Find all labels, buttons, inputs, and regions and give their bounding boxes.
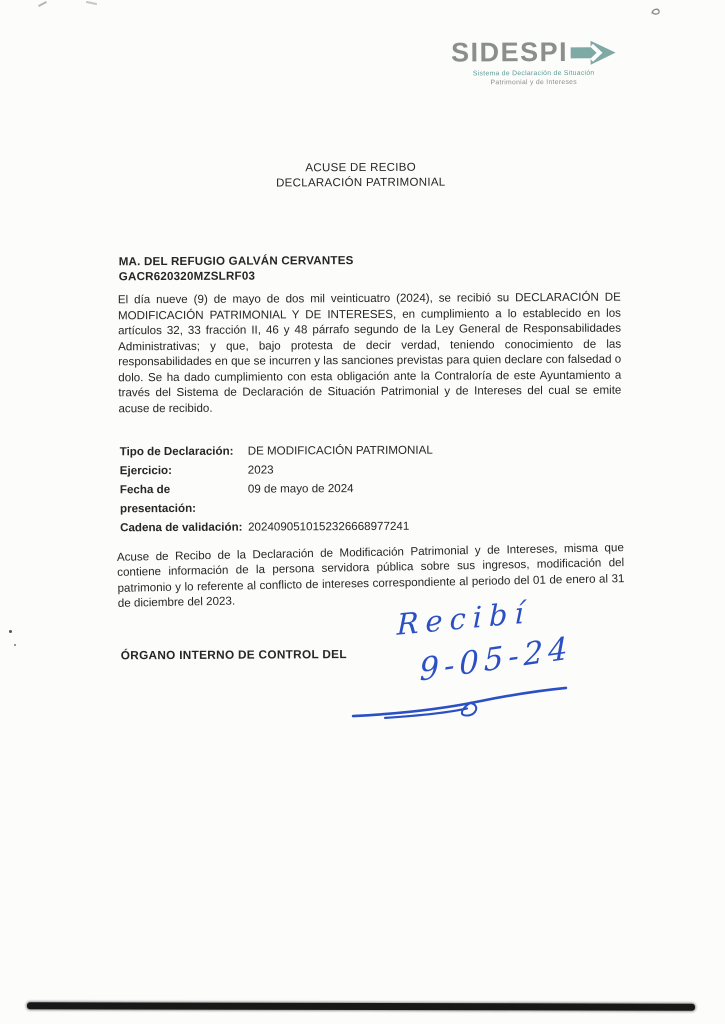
logo-subtitle-line2: Patrimonial y de Intereses <box>490 78 577 86</box>
document-title <box>0 159 723 192</box>
logo-arrow-icon <box>570 38 616 66</box>
signature-line: ÓRGANO INTERNO DE CONTROL DEL <box>120 647 347 663</box>
field-row-tipo <box>120 441 433 462</box>
logo-wordmark: SIDESPI <box>450 36 569 68</box>
closing-paragraph: Acuse de Recibo de la Declaración de Modificación Patrimonial y de Intereses, misma que contiene información de la persona servidora pública sobre sus ingresos, modificación del patrimonio y lo referente al conflicto de intereses correspondiente al periodo del 01 de enero al 31 de diciembre del 2023. <box>116 541 625 610</box>
field-value: DE MODIFICACIÓN PATRIMONIAL <box>247 443 433 458</box>
logo-subtitle-line1: Sistema de Declaración de Situación <box>472 69 595 78</box>
field-label: Fecha de presentación: <box>119 483 197 516</box>
handwritten-date: 9-05-24 <box>419 629 573 689</box>
field-row-fecha <box>120 479 433 519</box>
recipient-id: GACR620320MZSLRF03 <box>118 269 256 283</box>
handwritten-underline <box>349 685 571 727</box>
recipient-name: MA. DEL REFUGIO GALVÁN CERVANTES <box>118 254 354 269</box>
field-label: Tipo de Declaración: <box>119 444 234 459</box>
scan-edge-band <box>27 1002 695 1010</box>
declaration-fields <box>120 441 434 538</box>
logo-subtitle <box>446 70 622 88</box>
field-row-cadena <box>120 517 433 538</box>
title-line1: ACUSE DE RECIBO <box>305 161 417 175</box>
title-line2: DECLARACIÓN PATRIMONIAL <box>276 176 446 189</box>
field-label: Cadena de validación: <box>120 520 243 535</box>
field-row-ejercicio <box>120 460 433 481</box>
field-value: 2024090510152326668977241 <box>248 519 410 534</box>
field-label: Ejercicio: <box>119 463 173 478</box>
field-value: 2023 <box>247 463 274 477</box>
recipient-block <box>119 254 354 284</box>
handwritten-recibi: Recibí <box>396 595 531 642</box>
body-paragraph: El día nueve (9) de mayo de dos mil veinticuatro (2024), se recibió su DECLARACIÓN DE MODIFICACIÓN PATRIMONIAL Y DE INTERESES, en cumplimiento a lo establecido en los artículos 32, 33 fracción II, 46 y 48 párrafo segundo de la Ley General de Responsabilidades Administrativas; y que, bajo protesta de decir verdad, teniendo conocimiento de las responsabilidades en que se incurren y las sanciones previstas para quien declare con falsedad o dolo. Se ha dado cumplimiento con esta obligación ante la Contraloría de este Ayuntamiento a través del Sistema de Declaración de Situación Patrimonial y de Intereses del cual se emite acuse de recibido. <box>117 290 622 415</box>
sidespi-logo <box>446 37 622 88</box>
field-value: 09 de mayo de 2024 <box>247 482 354 496</box>
